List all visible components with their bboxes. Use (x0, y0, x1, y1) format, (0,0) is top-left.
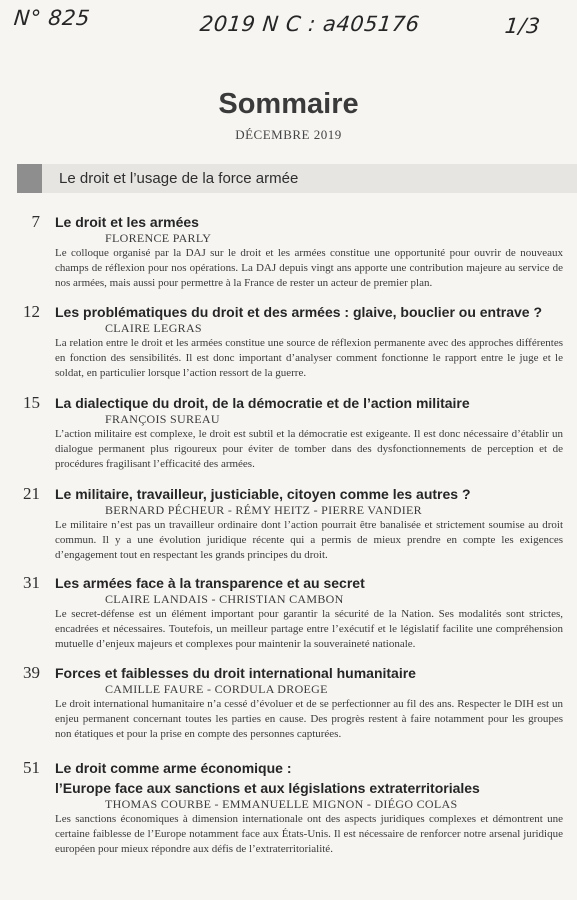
entry-page-number: 12 (23, 302, 40, 321)
handwritten-reference: 2019 N C : a405176 (198, 12, 421, 36)
entry-description: L’action militaire est complexe, le droit est subtil et la démocratie est exigeante. Il est donc nécessaire d’établir un dialogue permanent plus rigoureux pour éviter de tomber dans des dysfonctionnements de perception et de procédures fragilisant l’efficacité des armées. (55, 428, 563, 470)
entry-page-number: 7 (31, 212, 40, 231)
entry-title[interactable]: Le droit comme arme économique : (55, 760, 292, 776)
page-title: Sommaire (218, 88, 359, 120)
entry-description: Le droit international humanitaire n’a cessé d’évoluer et de se perfectionner au fil des ans. Respecter le DIH est un enjeu permanent concernant toutes les parties en cause. Des progrès restent à faire notamment pour les groupes non étatiques et pour la prise en compte des personnes capturées. (55, 698, 563, 740)
handwritten-issue-number: N° 825 (12, 6, 92, 30)
entry-description: Le militaire n’est pas un travailleur ordinaire dont l’action pourrait être banalisée et strictement soumise au droit commun. Il y a une évolution juridique récente qui a permis de mieux prendre en compte les exigences d’engagement tout en respectant les grands principes du droit. (55, 519, 563, 561)
entry-authors: BERNARD PÉCHEUR - RÉMY HEITZ - PIERRE VANDIER (105, 503, 422, 517)
entry-title[interactable]: Les armées face à la transparence et au secret (55, 575, 365, 591)
entry-authors: CAMILLE FAURE - CORDULA DROEGE (105, 682, 328, 696)
entry-page-number: 15 (23, 393, 40, 412)
entry-authors: FRANÇOIS SUREAU (105, 412, 220, 426)
entry-page-number: 51 (23, 758, 40, 777)
entry-title[interactable]: La dialectique du droit, de la démocratie et de l’action militaire (55, 395, 470, 411)
entry-page-number: 31 (23, 573, 40, 592)
entry-page-number: 39 (23, 663, 40, 682)
entry-title[interactable]: Le droit et les armées (55, 214, 199, 230)
entry-authors: CLAIRE LEGRAS (105, 321, 202, 335)
section-marker (17, 164, 42, 193)
entry-title[interactable]: Les problématiques du droit et des armées : glaive, bouclier ou entrave ? (55, 304, 543, 320)
entry-description: Le secret-défense est un élément important pour garantir la sécurité de la Nation. Ses modalités sont strictes, encadrées et nécessaires. Toutefois, un meilleur partage entre l’exécutif et le législatif facilite une compréhension mutuelle d’enjeux majeurs et complexes pour maintenir la souveraineté nationale. (55, 608, 563, 650)
entry-title-line-2[interactable]: l’Europe face aux sanctions et aux législations extraterritoriales (55, 780, 480, 796)
entry-description: Le colloque organisé par la DAJ sur le droit et les armées constitue une opportunité pour ouvrir de nouveaux champs de réflexion pour nos opérations. La DAJ depuis vingt ans apporte une contribution majeure au service de nos armées, mais aussi pour permettre à la France de rester un acteur de premier plan. (55, 247, 563, 289)
entry-description: La relation entre le droit et les armées constitue une source de réflexion permanente avec des approches différentes en fonction des sensibilités. Il est donc important d’analyser comment fonctionne le rapport entre le juge et le soldat, en particulier lorsque l’action ressort de la guerre. (55, 337, 563, 379)
issue-date: DÉCEMBRE 2019 (235, 127, 342, 142)
section-header (17, 164, 577, 193)
entry-description: Les sanctions économiques à dimension internationale ont des aspects juridiques complexes et démontrent une certaine faiblesse de l’Europe notamment face aux États-Unis. Il est nécessaire de renforcer notre arsenal juridique européen pour mieux répondre aux défis de l’extraterritorialité. (55, 813, 563, 855)
entry-title[interactable]: Le militaire, travailleur, justiciable, citoyen comme les autres ? (55, 486, 471, 502)
entry-title[interactable]: Forces et faiblesses du droit international humanitaire (55, 665, 416, 681)
entry-authors: FLORENCE PARLY (105, 231, 212, 245)
entry-authors: THOMAS COURBE - EMMANUELLE MIGNON - DIÉGO COLAS (105, 797, 458, 811)
section-label: Le droit et l’usage de la force armée (59, 170, 299, 187)
handwritten-page-fraction: 1/3 (503, 14, 542, 38)
entry-authors: CLAIRE LANDAIS - CHRISTIAN CAMBON (105, 592, 344, 606)
entry-page-number: 21 (23, 484, 40, 503)
